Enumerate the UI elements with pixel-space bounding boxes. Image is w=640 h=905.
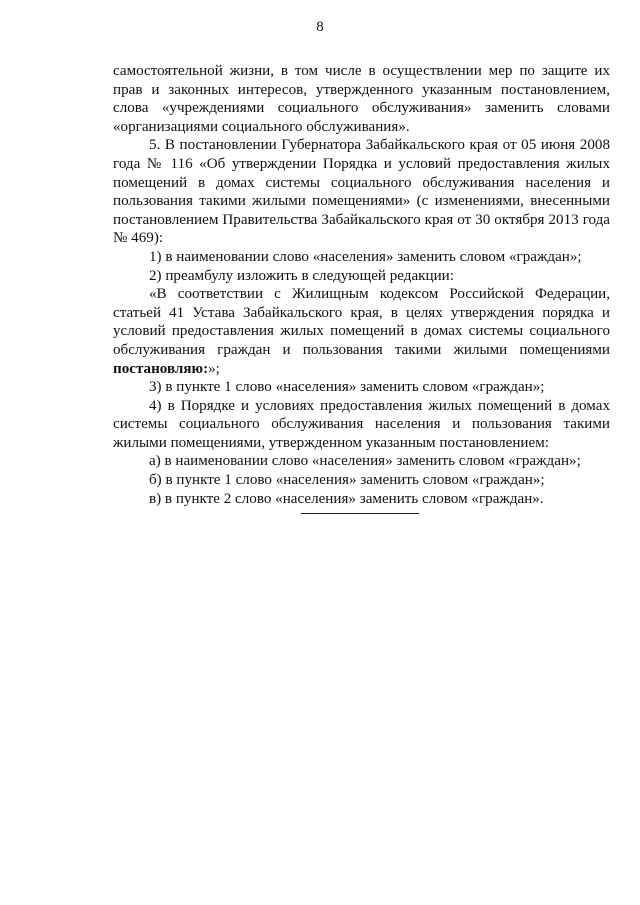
paragraph-preamble-quote (113, 285, 610, 378)
paragraph-subitem-a: а) в наименовании слово «населения» заменить словом «граждан»; (149, 453, 581, 470)
paragraph-subitem-3: 3) в пункте 1 слово «населения» заменить словом «граждан»; (149, 379, 545, 396)
end-separator-line (301, 513, 419, 514)
paragraph-continuation: самостоятельной жизни, в том числе в осуществлении мер по защите их прав и законных интересов, утвержденного указанным постановлением, слова «учреждениями социального обслуживания» заменить словами «организациями социального обслуживания». (113, 63, 610, 135)
paragraph-subitem-v: в) в пункте 2 слово «населения» заменить словом «граждан». (149, 490, 544, 507)
preamble-tail: »; (208, 360, 220, 377)
document-body (113, 62, 610, 508)
paragraph-subitem-1: 1) в наименовании слово «населения» заменить словом «граждан»; (149, 248, 582, 265)
preamble-text: «В соответствии с Жилищным кодексом Российской Федерации, статьей 41 Устава Забайкальского края, в целях утверждения порядка и условий предоставления жилых помещений в домах системы социального обслуживания граждан и пользования такими жилыми помещениями (113, 286, 610, 358)
paragraph-subitem-4: 4) в Порядке и условиях предоставления жилых помещений в домах системы социального обслуживания населения и пользования такими жилыми помещениями, утвержденном указанным постановлением: (113, 397, 610, 451)
preamble-bold-word: постановляю: (113, 360, 209, 377)
paragraph-item-5: 5. В постановлении Губернатора Забайкальского края от 05 июня 2008 года № 116 «Об утверждении Порядка и условий предоставления жилых помещений в домах системы социального обслуживания населения и пользования такими жилыми помещениями» (с изменениями, внесенными постановлением Правительства Забайкальского края от 30 октября 2013 года № 469): (113, 137, 610, 247)
paragraph-subitem-2: 2) преамбулу изложить в следующей редакции: (149, 267, 454, 284)
page-number: 8 (316, 19, 324, 35)
paragraph-subitem-b: б) в пункте 1 слово «населения» заменить словом «граждан»; (149, 472, 545, 489)
